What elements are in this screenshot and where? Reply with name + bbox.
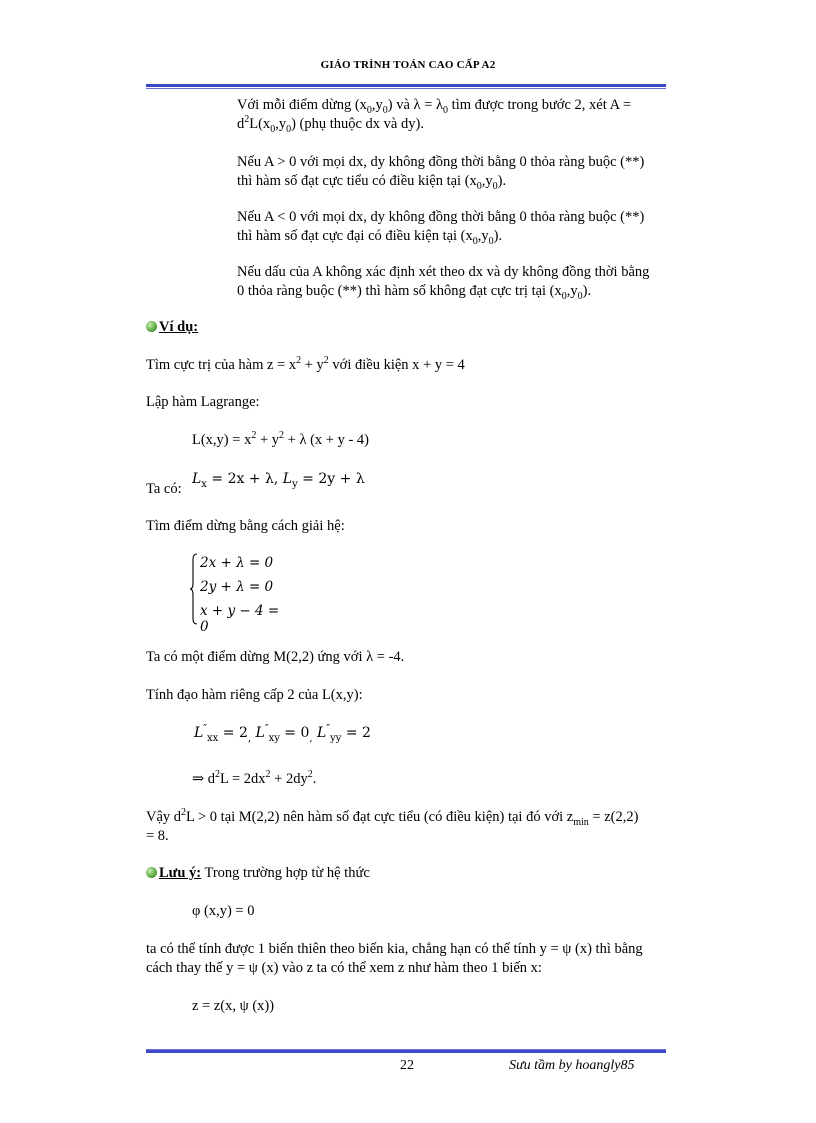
case-positive-paragraph: Nếu A > 0 với mọi dx, dy không đồng thời bằng 0 thỏa ràng buộc (**) thì hàm số đạt cực tiểu có điều kiện tại $(x_0,y_0)$.: [237, 154, 645, 192]
equation-system: [190, 553, 286, 635]
footer-credit: Sưu tầm by hoangly85: [509, 1058, 635, 1073]
note-heading: Lưu ý: Trong trường hợp từ hệ thức: [146, 864, 671, 883]
lagrange-function: $L(x,y) = x^2 + y^2 + \lambda$ (x + y - 4): [192, 430, 370, 448]
second-differential: ⇒ $d^2L = 2dx^2 + 2dy^2$.: [192, 769, 317, 787]
z-substitution: z = z(x, ψ (x)): [192, 998, 275, 1014]
first-derivatives-formula: $L_x = 2x + \lambda$, $L_y = 2y + \lambda$: [192, 471, 365, 490]
green-bullet-icon: [146, 321, 157, 332]
green-bullet-icon: [146, 867, 157, 878]
system-equation-1: 2x + λ = 0: [200, 555, 274, 571]
page-number: 22: [400, 1058, 414, 1073]
note-paragraph: ta có thể tính được 1 biến thiên theo biến kia, chẳng hạn có thể tính y = ψ (x) thì bằng cách thay thế y = ψ (x) vào z ta có thể xem z như hàm theo 1 biến x:: [146, 941, 643, 976]
second-derivatives-formula: $L''_{xx} = 2_,$ $L''_{xy} = 0_,$ $L''_{yy} = 2$: [194, 723, 371, 744]
example-task: Tìm cực trị của hàm $z = x^2 + y^2$ với điều kiện x + y = 4: [146, 355, 465, 373]
conclusion-paragraph: Vậy $d^2L > 0$ tại M(2,2) nên hàm số đạt cực tiểu (có điều kiện) tại đó với $z_{min} = z(2,2)$ = 8.: [146, 807, 639, 844]
header-rule: [146, 84, 666, 89]
system-equation-2: 2y + λ = 0: [200, 579, 274, 595]
case-undefined-paragraph: Nếu dấu của A không xác định xét theo dx và dy không đồng thời bằng 0 thỏa ràng buộc (**) thì hàm số không đạt cực trị tại $(x_0,y_0)$.: [237, 264, 650, 302]
example-heading: Ví dụ:: [146, 318, 671, 337]
stationary-point: Ta có một điểm dừng M(2,2) ứng với λ = -4.: [146, 649, 405, 665]
phi-equation: φ (x,y) = 0: [192, 903, 255, 919]
left-brace-icon: [190, 553, 198, 625]
solve-intro: Tìm điểm dừng bằng cách giải hệ:: [146, 518, 345, 534]
ta-co-label: Ta có:: [146, 481, 182, 497]
lagrange-intro: Lập hàm Lagrange:: [146, 394, 260, 410]
step3-paragraph: Với mỗi điểm dừng $(x_0,y_0)$ và $\lambda = \lambda_0$ tìm được trong bước 2, xét A = $d^2L(x_0,y_0)$ (phụ thuộc dx và dy).: [237, 97, 632, 135]
case-negative-paragraph: Nếu A < 0 với mọi dx, dy không đồng thời bằng 0 thỏa ràng buộc (**) thì hàm số đạt cực đại có điều kiện tại $(x_0,y_0)$.: [237, 209, 645, 247]
system-equation-3: x + y − 4 = 0: [200, 603, 280, 635]
second-derivative-intro: Tính đạo hàm riêng cấp 2 của L(x,y):: [146, 687, 363, 703]
page-header-title: GIÁO TRÌNH TOÁN CAO CẤP A2: [320, 59, 496, 71]
footer-rule: [146, 1049, 666, 1053]
